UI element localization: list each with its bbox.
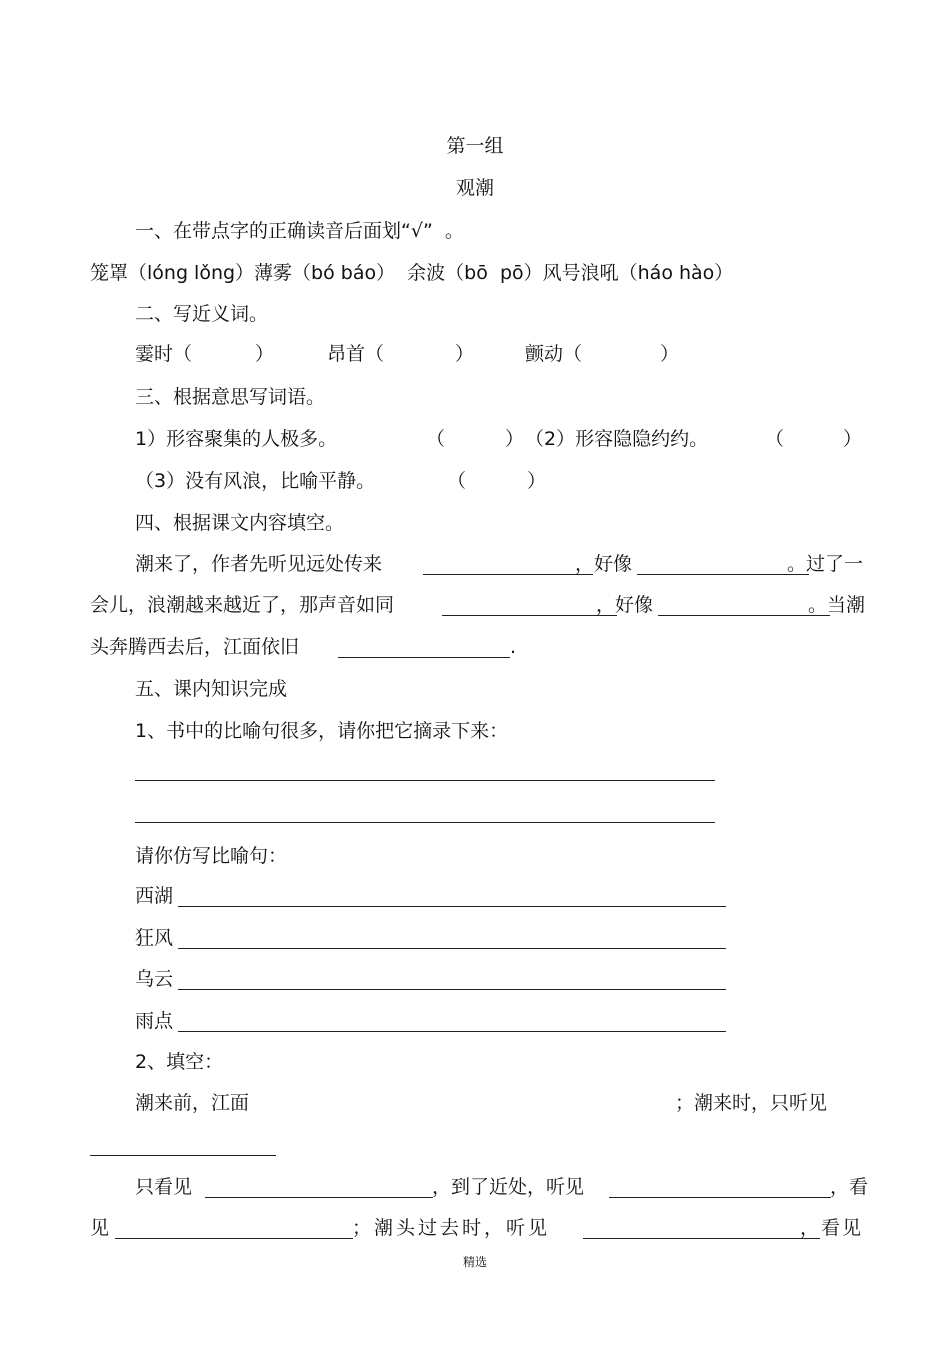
q1-heading: 一、在带点字的正确读音后面划“√” 。 <box>135 220 464 242</box>
q5-answer-line-1[interactable] <box>135 780 715 781</box>
q4-blank-3[interactable] <box>442 615 617 616</box>
q5-fill-line3-mid: ；潮头过去时，听见 <box>352 1217 551 1239</box>
q3-open-3: （ <box>447 470 467 492</box>
q4-line3-start: 头奔腾西去后，江面依旧 <box>90 636 300 658</box>
q5-blank-fill-3[interactable] <box>609 1197 831 1198</box>
q2-heading: 二、写近义词。 <box>135 303 269 325</box>
q4-blank-1[interactable] <box>423 574 593 575</box>
q5-sub-1: 1、书中的比喻句很多，请你把它摘录下来： <box>135 720 509 742</box>
q5-fill-line3-end: ，看见 <box>800 1217 864 1239</box>
q5-blank-fill-5[interactable] <box>583 1238 820 1239</box>
lesson-title: 观潮 <box>455 177 494 199</box>
q4-line2-end: 。当潮 <box>808 594 866 616</box>
q5-blank-fill-4[interactable] <box>115 1238 353 1239</box>
q3-close-3: ） <box>527 470 547 492</box>
q2-close-1: ） <box>255 343 275 365</box>
q4-line2-start: 会儿，浪潮越来越近了，那声音如同 <box>90 594 395 616</box>
q3-open-1: （ <box>426 428 446 450</box>
q5-imitate-label: 请你仿写比喻句： <box>135 845 288 867</box>
q3-item-3: （3）没有风浪，比喻平静。 <box>135 470 376 492</box>
page-title: 第一组 <box>446 135 504 157</box>
q3-heading: 三、根据意思写词语。 <box>135 386 326 408</box>
q5-fill-line2-end: ，看 <box>830 1176 869 1198</box>
q5-fill-line2-start: 只看见 <box>135 1176 193 1198</box>
q3-item-2: （2）形容隐隐约约。 <box>525 428 709 450</box>
q2-close-2: ） <box>455 343 475 365</box>
q5-sub-2: 2、填空： <box>135 1051 224 1073</box>
q2-word-3: 颤动（ <box>525 343 583 365</box>
q4-heading: 四、根据课文内容填空。 <box>135 512 345 534</box>
q4-line1-start: 潮来了，作者先听见远处传来 <box>135 553 383 575</box>
q5-blank-yudian[interactable] <box>178 1031 726 1032</box>
q5-fill-line3-start: 见 <box>90 1217 110 1239</box>
q5-fill-line1-start: 潮来前，江面 <box>135 1092 250 1114</box>
q5-blank-kuangfeng[interactable] <box>178 948 726 949</box>
q1-pinyin-items: 笼罩（lóng lǒng）薄雾（bó báo） 余波（bō pō）风号浪吼（háo hào） <box>90 262 734 284</box>
q3-close-2: ） <box>843 428 863 450</box>
q4-blank-5[interactable] <box>338 657 510 658</box>
q3-close-1: ） <box>505 428 525 450</box>
q5-blank-wuyun[interactable] <box>178 989 726 990</box>
page-footer: 精选 <box>462 1255 487 1269</box>
q2-word-2: 昂首（ <box>327 343 385 365</box>
q4-blank-4[interactable] <box>658 615 830 616</box>
q5-fill-line1-end: ；潮来时，只听见 <box>675 1092 828 1114</box>
q5-blank-fill-2[interactable] <box>205 1197 433 1198</box>
q5-answer-line-2[interactable] <box>135 822 715 823</box>
q4-blank-2[interactable] <box>637 574 809 575</box>
q5-word-kuangfeng: 狂风 <box>135 927 174 949</box>
q5-word-wuyun: 乌云 <box>135 968 174 990</box>
q2-word-1: 霎时（ <box>135 343 193 365</box>
q4-line2-mid: ，好像 <box>596 594 654 616</box>
q4-line1-mid: ，好像 <box>575 553 633 575</box>
q5-fill-line2-mid: ，到了近处，听见 <box>432 1176 585 1198</box>
q5-heading: 五、课内知识完成 <box>135 678 288 700</box>
q5-word-xihu: 西湖 <box>135 885 174 907</box>
q3-item-1: 1）形容聚集的人极多。 <box>135 428 338 450</box>
q5-word-yudian: 雨点 <box>135 1010 174 1032</box>
q2-close-3: ） <box>660 343 680 365</box>
q4-line1-end: 。过了一 <box>787 553 864 575</box>
q5-blank-fill-1[interactable] <box>90 1155 276 1156</box>
q3-open-2: （ <box>765 428 785 450</box>
q4-line3-end: . <box>510 636 517 658</box>
q5-blank-xihu[interactable] <box>178 906 726 907</box>
